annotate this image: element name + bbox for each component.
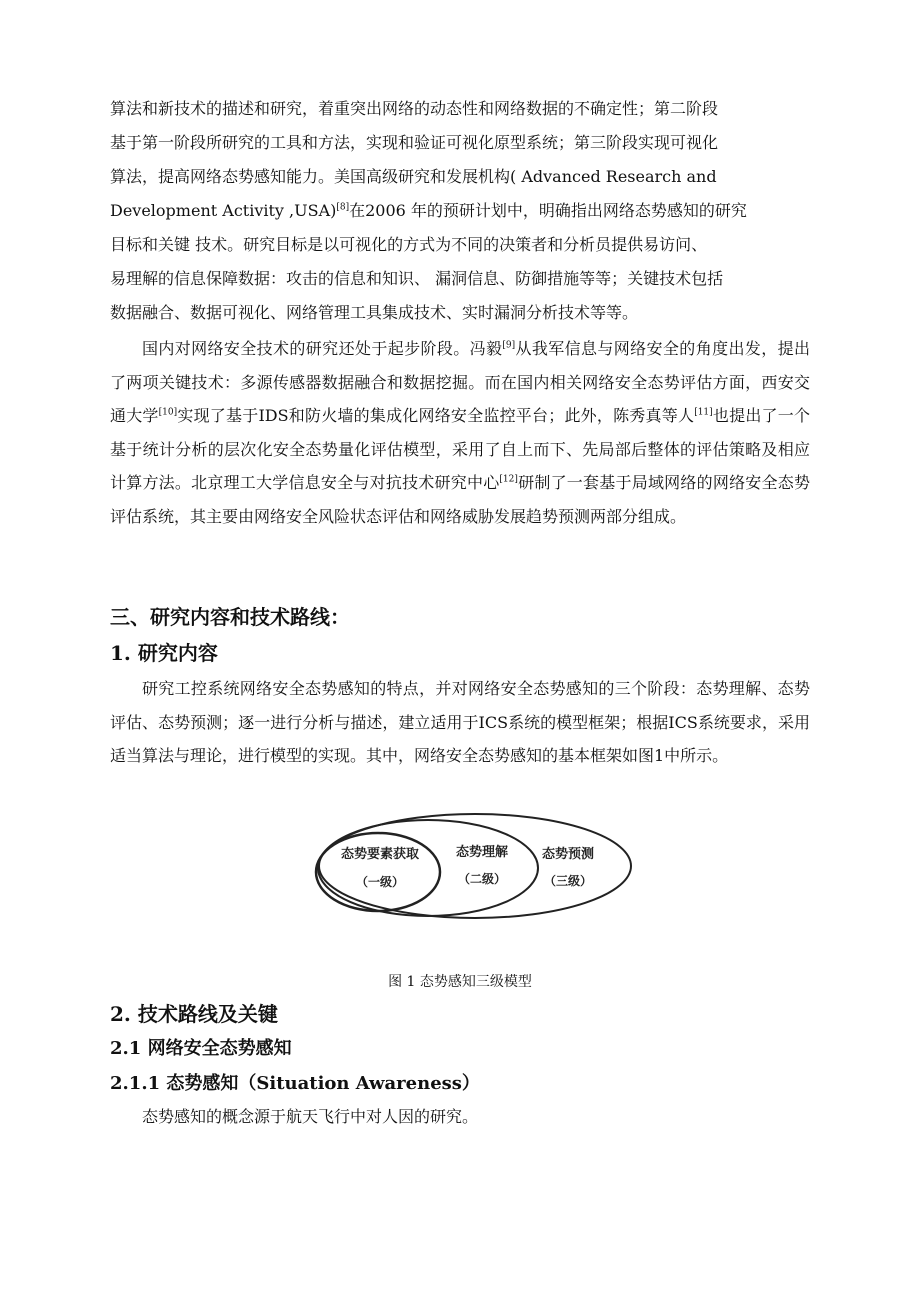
- citation-ref: [9]: [502, 340, 516, 351]
- subsubsubsection-heading: 2.1.1 态势感知（Situation Awareness）: [110, 1073, 480, 1094]
- figure-three-level-model: [310, 800, 640, 960]
- middle-ellipse-level: （二级）: [457, 872, 507, 886]
- text-fragment: 从我军信息与网络安全的角度出发，提出了两项关键技术：多源传感器数据融合和数据挖掘。而在国内相关网络安全态势评估方面，西安交通大学: [110, 339, 810, 425]
- outer-ellipse: [319, 814, 631, 918]
- subsection-heading: 1. 研究内容: [110, 641, 218, 665]
- inner-ellipse-level: （一级）: [355, 875, 405, 889]
- citation-ref: [12]: [499, 474, 518, 485]
- paragraph-domestic-research: [110, 332, 810, 533]
- citation-ref: [11]: [694, 407, 713, 418]
- ellipse-diagram: [310, 800, 640, 960]
- text-fragment: 在2006 年的预研计划中，明确指出网络态势感知的研究: [349, 201, 747, 220]
- paragraph-situation-awareness: 态势感知的概念源于航天飞行中对人因的研究。: [142, 1107, 479, 1126]
- citation-ref: [8]: [336, 202, 350, 213]
- outer-ellipse-label: 态势预测: [541, 847, 595, 862]
- text-fragment: 研制了一套基于局域网络的网络安全态势评估系统，其主要由网络安全风险状态评估和网络威胁发展趋势预测两部分组成。: [110, 473, 810, 526]
- subsection-heading: 2. 技术路线及关键: [110, 1002, 278, 1026]
- text-line: 目标和关键 技术。研究目标是以可视化的方式为不同的决策者和分析员提供易访问、: [110, 235, 708, 254]
- figure-caption: 图 1 态势感知三级模型: [388, 974, 532, 990]
- citation-ref: [10]: [158, 407, 178, 418]
- text-line: 基于第一阶段所研究的工具和方法，实现和验证可视化原型系统；第三阶段实现可视化: [110, 133, 719, 152]
- text-line: 算法，提高网络态势感知能力。美国高级研究和发展机构( Advanced Research and: [110, 167, 717, 186]
- middle-ellipse-label: 态势理解: [455, 845, 509, 860]
- middle-ellipse: [318, 820, 538, 916]
- text-fragment: Development Activity ,USA): [110, 201, 337, 220]
- text-fragment: 实现了基于IDS和防火墙的集成化网络安全监控平台；此外，陈秀真等人: [177, 406, 695, 425]
- text-line: 易理解的信息保障数据：攻击的信息和知识、 漏洞信息、防御措施等等；关键技术包括: [110, 269, 724, 288]
- paragraph-research-content: 研究工控系统网络安全态势感知的特点，并对网络安全态势感知的三个阶段：态势理解、态势评估、态势预测；逐一进行分析与描述，建立适用于ICS系统的模型框架；根据ICS系统要求，采用适当算法与理论，进行模型的实现。其中，网络安全态势感知的基本框架如图1中所示。: [110, 679, 810, 765]
- text-fragment: 也提出了一个基于统计分析的层次化安全态势量化评估模型，采用了自上而下、先局部后整体的评估策略及相应计算方法。北京理工大学信息安全与对抗技术研究中心: [110, 406, 810, 492]
- text-line: 算法和新技术的描述和研究，着重突出网络的动态性和网络数据的不确定性；第二阶段: [110, 99, 719, 118]
- inner-ellipse-label: 态势要素获取: [340, 847, 420, 862]
- section-heading: 三、研究内容和技术路线：: [110, 605, 350, 629]
- text-line: [110, 194, 810, 228]
- subsubsection-heading: 2.1 网络安全态势感知: [110, 1038, 292, 1059]
- outer-ellipse-level: （三级）: [543, 874, 593, 888]
- text-fragment: 国内对网络安全技术的研究还处于起步阶段。冯毅: [142, 339, 503, 358]
- inner-ellipse: [316, 833, 440, 911]
- text-line: 数据融合、数据可视化、网络管理工具集成技术、实时漏洞分析技术等等。: [110, 303, 639, 322]
